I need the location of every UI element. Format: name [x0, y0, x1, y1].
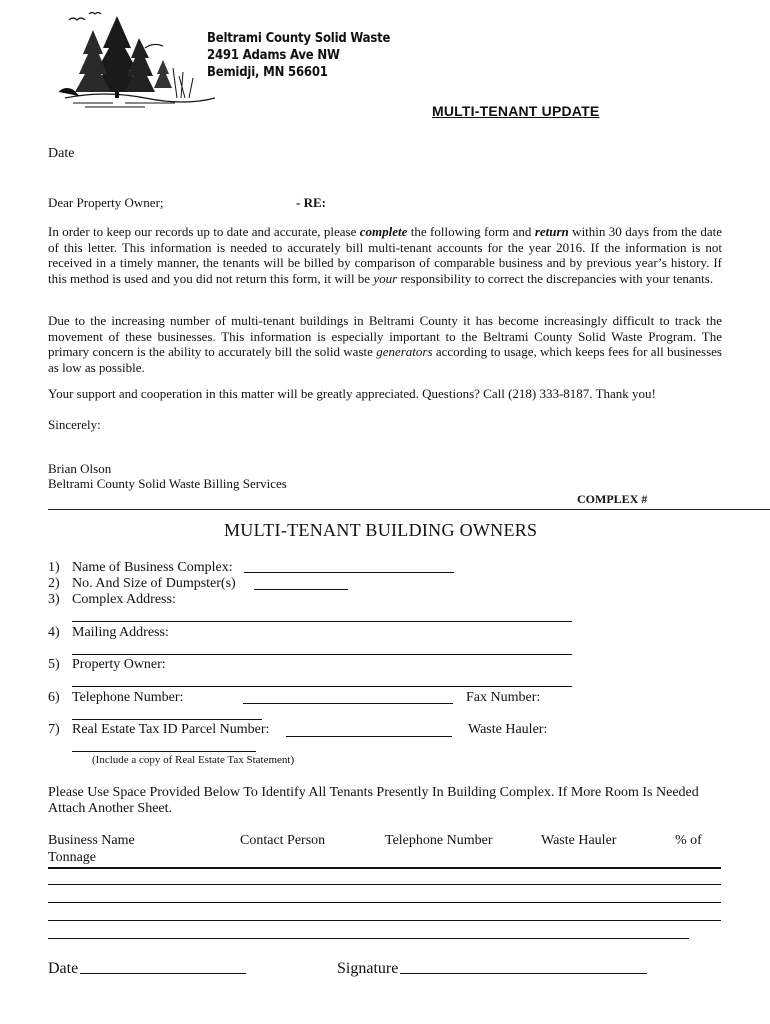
- col-percent-of: % of: [675, 833, 702, 848]
- form-item-dumpsters: 2) No. And Size of Dumpster(s): [48, 576, 236, 591]
- signer-name: Brian Olson: [48, 461, 112, 476]
- document-title: MULTI-TENANT UPDATE: [432, 103, 600, 119]
- form-item-mailing-address: 4) Mailing Address:: [48, 625, 169, 640]
- col-waste-hauler: Waste Hauler: [541, 833, 617, 848]
- table-header-rule: [48, 867, 721, 869]
- form-item-business-complex: 1) Name of Business Complex:: [48, 560, 233, 575]
- paragraph-reason: Due to the increasing number of multi-tenant buildings in Beltrami County it has become increasingly difficult to track the movement of these businesses. This information is especially important to the Beltrami County Solid Waste Program. The primary concern is the ability to accurately bill the solid waste generators according to usage, which keeps fees for all businesses as low as possible.: [48, 313, 722, 375]
- footer-signature-label: Signature: [337, 960, 399, 977]
- form-item-complex-address: 3) Complex Address:: [48, 592, 176, 607]
- col-tonnage: Tonnage: [48, 850, 97, 865]
- org-name: Beltrami County Solid Waste: [207, 31, 391, 46]
- signer-title: Beltrami County Solid Waste Billing Services: [48, 476, 287, 491]
- form-item-property-owner: 5) Property Owner:: [48, 657, 166, 672]
- signature-block: [48, 461, 287, 491]
- salutation: Dear Property Owner;: [48, 195, 164, 210]
- complex-number-label: COMPLEX #: [577, 492, 648, 506]
- business-complex-field[interactable]: [244, 572, 454, 573]
- tenant-row-line[interactable]: [48, 902, 721, 903]
- letter-date-label: Date: [48, 146, 75, 161]
- form-item-tax-parcel: 7) Real Estate Tax ID Parcel Number:: [48, 722, 270, 737]
- tenant-instructions: Please Use Space Provided Below To Identify All Tenants Presently In Building Complex. If More Room Is Needed Attach Another Sheet.: [48, 785, 699, 816]
- tax-statement-note: (Include a copy of Real Estate Tax Statement): [92, 754, 295, 766]
- footer-signature-field[interactable]: [400, 973, 647, 974]
- property-owner-field[interactable]: [72, 686, 572, 687]
- dumpsters-field[interactable]: [254, 589, 348, 590]
- address-line-1: 2491 Adams Ave NW: [207, 48, 340, 63]
- mailing-address-field[interactable]: [72, 654, 572, 655]
- closing: Sincerely:: [48, 417, 101, 432]
- complex-address-field[interactable]: [72, 621, 572, 622]
- section-divider: [48, 509, 770, 510]
- form-title: MULTI-TENANT BUILDING OWNERS: [224, 520, 538, 540]
- tenant-row-line[interactable]: [48, 920, 721, 921]
- footer-date-field[interactable]: [80, 973, 246, 974]
- footer-date-label: Date: [48, 960, 79, 977]
- col-contact-person: Contact Person: [240, 833, 326, 848]
- fax-number-field[interactable]: [72, 719, 262, 720]
- tenant-row-line[interactable]: [48, 938, 689, 939]
- tenant-row-line[interactable]: [48, 884, 721, 885]
- org-address-block: [207, 30, 390, 81]
- col-business-name: Business Name: [48, 833, 135, 848]
- form-item-telephone: 6) Telephone Number:: [48, 690, 184, 705]
- fax-number-label: Fax Number:: [466, 690, 541, 705]
- paragraph-intro: In order to keep our records up to date and accurate, please complete the following form and return within 30 days from the date of this letter. This information is needed to accurately bill multi-tenant accounts for the year 2016. If the information is not received in a timely manner, the tenants will be billed by comparison of comparable business and by previous year’s history. If this method is used and you did not return this form, it will be your responsibility to correct the discrepancies with your tenants.: [48, 224, 722, 286]
- re-label: - RE:: [296, 195, 326, 210]
- waste-hauler-field[interactable]: [72, 751, 256, 752]
- address-line-2: Bemidji, MN 56601: [207, 65, 328, 80]
- waste-hauler-label: Waste Hauler:: [468, 722, 548, 737]
- col-telephone-number: Telephone Number: [385, 833, 493, 848]
- paragraph-thanks: Your support and cooperation in this matter will be greatly appreciated. Questions? Call (218) 333-8187. Thank you!: [48, 386, 656, 401]
- tax-parcel-field[interactable]: [286, 736, 452, 737]
- county-logo: [55, 8, 215, 108]
- telephone-field[interactable]: [243, 703, 453, 704]
